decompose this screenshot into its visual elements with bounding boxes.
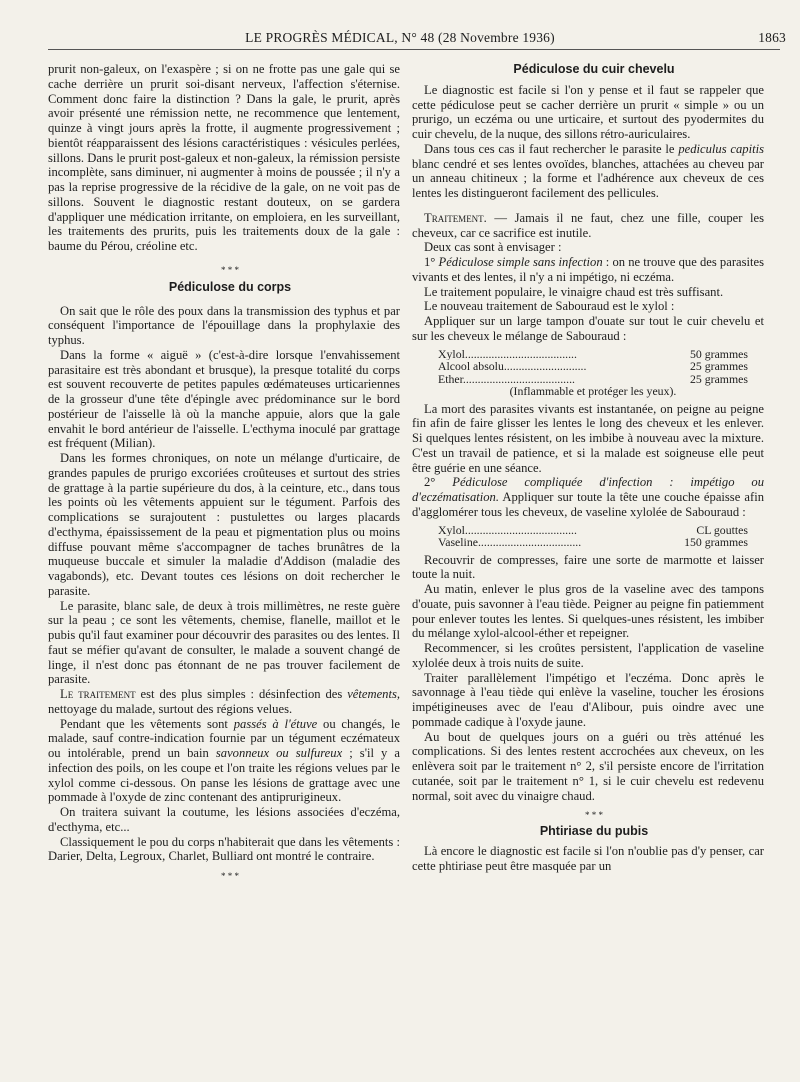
dot-leader: ...................................... xyxy=(462,372,575,385)
recipe-sabouraud-xylol xyxy=(438,348,748,398)
header-rule xyxy=(48,49,780,50)
paragraph: Au bout de quelques jours on a guéri ou très atténué les complications. Si des lentes restent accrochées aux cheveux, on les enlèvera soit par le traitement n° 2, s'il persiste encore de l'irritation cutanée, soit par le traitement n° 1, si le cuir chevelu est redevenu normal, soit avec du vinaigre chaud. xyxy=(412,729,764,803)
section-title-pediculose-corps: Pédiculose du corps xyxy=(168,279,292,294)
text-run: Dans tous ces cas il faut rechercher le parasite le xyxy=(424,141,679,156)
paragraph: Dans les formes chroniques, on note un mélange d'urticaire, de grandes papules de prurigo excoriées croûteuses et surtout des stries de grattage à la partie supérieure du dos, à la ceinture, etc., dans tous les points où les vêtements appuient sur le tégument. Parfois des complications se surajoutent : pustulettes ou larges placards d'ecthyma, épaississement de la peau et pigmentation plus ou moins diffuse pouvant même s'accompagner de taches brunâtres de la muqueuse buccale et simuler la maladie d'Addison (maladie des vagabonds), etc. Devant toutes ces lésions on doit rechercher le parasite. xyxy=(48,451,400,598)
ingredient-name: Alcool absolu xyxy=(438,360,504,373)
paragraph: Le parasite, blanc sale, de deux à trois millimètres, ne reste guère sur la peau ; ce sont les vêtements, chemise, flanelle, maillot et le pubis qu'il faut examiner pour découvrir des parasites ou des lentes. Il faut se méfier qu'avant de consulter, le malade a souvent changé de linge, il n'est donc pas étonnant de ne pas trouver facilement de parasite. xyxy=(48,598,400,687)
paragraph: On sait que le rôle des poux dans la transmission des typhus et par conséquent l'importance de l'épouillage dans la prophylaxie des typhus. xyxy=(48,303,400,347)
emphasis: savonneux ou sulfureux xyxy=(215,746,343,760)
ingredient-qty: 25 grammes xyxy=(690,371,748,386)
emphasis: Pédiculose simple sans infection xyxy=(438,255,603,269)
section-title-cuir-chevelu: Pédiculose du cuir chevelu xyxy=(513,62,675,76)
paragraph: Recouvrir de compresses, faire une sorte de marmotte et laisser toute la nuit. xyxy=(412,552,764,582)
emphasis: pediculus capitis xyxy=(678,141,764,156)
ingredient-name: Xylol xyxy=(438,347,465,360)
text-run: Pendant que les vêtements sont xyxy=(60,716,234,731)
section-separator-stars: * * * xyxy=(221,264,239,275)
text-run: : on ne trouve que des parasites vivants et des lentes, il n'y a ni impétigo, ni eczéma. xyxy=(412,255,764,284)
running-header xyxy=(0,30,800,50)
paragraph: Le nouveau traitement de Sabouraud est le xylol : xyxy=(424,299,675,314)
ingredient-name: Ether xyxy=(438,372,463,385)
paragraph: Là encore le diagnostic est facile si l'on n'oublie pas d'y penser, car cette phtiriase peut être masquée par un xyxy=(412,844,764,873)
paragraph: Appliquer sur un large tampon d'ouate sur tout le cuir chevelu et sur les cheveux le mélange de Sabouraud : xyxy=(412,314,764,343)
recipe-row xyxy=(438,536,748,549)
paragraph: La mort des parasites vivants est instantanée, on peigne au peigne fin afin de faire glisser les lentes le long des cheveux et les enlever. Si quelques lentes résistent, on les imbibe à nouveau avec la mixture. C'est un travail de patience, et si la malade est soigneuse elle peut être guérie en une séance. xyxy=(412,401,764,475)
paragraph: Le traitement populaire, le vinaigre chaud est très suffisant. xyxy=(424,284,724,299)
left-column xyxy=(48,62,400,881)
paragraph: Deux cas sont à envisager : xyxy=(424,240,562,255)
section-separator-stars: * * * xyxy=(221,871,239,881)
ingredient-qty: 150 grammes xyxy=(684,535,748,549)
paragraph: Dans la forme « aiguë » (c'est-à-dire lorsque l'envahissement parasitaire est très abondant et brusque), la presque totalité du corps est souvent recouverte de petites papules œdémateuses urticariennes de la grosseur d'une tête d'épingle avec prédominance sur le bord postérieur de l'aisselle là où la manche appuie, alors que la gale envahit le bord antérieur de l'aisselle. L'ecthyma inoculé par grattage est fréquent (Milian). xyxy=(48,347,400,451)
ingredient-name: Vaseline xyxy=(438,536,478,549)
paragraph xyxy=(412,142,764,201)
section-separator-stars: * * * xyxy=(585,810,603,821)
emphasis: Pédiculose compliquée d'infection : impétigo ou d'eczématisation. xyxy=(412,475,764,504)
paragraph: Au matin, enlever le plus gros de la vaseline avec des tampons d'ouate, puis savonner à l'eau tiède. Peigner au peigne fin patiemment pour enlever toutes les lentes. Si quelques-unes résistent, les imbiber du mélange xylol-alcool-éther et repeigner. xyxy=(412,582,764,641)
recipe-vaseline-xylolee xyxy=(438,524,748,549)
dot-leader: ...................................... xyxy=(464,523,577,536)
text-run: ; s'il y a infection des poils, on les coupe et l'on traite les régions velues par le xylol comme ci-dessous. On panse les lésions de grattage avec une pommade à l'oxyde de zinc contenant des antiprurigineux. xyxy=(48,746,400,805)
emphasis: passés à l'étuve xyxy=(233,716,318,731)
paragraph xyxy=(412,255,764,285)
page-number: 1863 xyxy=(758,30,786,45)
paragraph xyxy=(412,475,764,519)
running-title: LE PROGRÈS MÉDICAL, N° 48 (28 Novembre 1936) xyxy=(245,30,555,45)
ingredient-name: Xylol xyxy=(438,523,465,536)
text-run: 1° xyxy=(424,255,439,269)
text-run: 2° xyxy=(424,475,453,490)
text-run: ou changés, le malade, sauf contre-indication fournie par un tégument eczémateux ou intolérable, prend un bain xyxy=(48,716,400,760)
paragraph: Recommencer, si les croûtes persistent, l'application de vaseline xylolée deux à trois nuits de suite. xyxy=(412,641,764,670)
paragraph: Traiter parallèlement l'impétigo et l'eczéma. Donc après le savonnage à l'eau tiède qui enlève la vaseline, toucher les érosions impétigineuses avec de l'eau d'Alibour, puis oindre avec une pommade cadique à l'oxyde jaune. xyxy=(412,670,764,729)
paragraph xyxy=(48,717,400,806)
emphasis: vêtements, xyxy=(347,687,401,701)
paragraph: prurit non-galeux, on l'exaspère ; si on ne frotte pas une gale qui se cache derrière un prurit soi-disant nerveux, l'affection s'éternise. Comment donc faire la distinction ? Dans la gale, le prurit, après avoir présenté une rémission nette, ne recommence que lentement, quinze à vingt jours après la frotte, il augmente progressivement ; bientôt réapparaissent des lésions caractéristiques : vésicules perlées, sillons. Dans le prurit post-galeux et non-galeux, la rémission persiste incomplète, sans diminuer, ni augmenter à moins de poussée ; il n'y a pas la reprise progressive de la récidive de la gale, on ne voit pas de sillons. Souvent le diagnostic restant douteux, on se gardera d'appliquer une médication irritante, on emploiera, en les surveillant, les traitements des prurits, puis les traitements doux de la gale : baume du Pérou, créoline etc. xyxy=(48,62,400,253)
paragraph: On traitera suivant la coutume, les lésions associées d'eczéma, d'ecthyma, etc... xyxy=(48,805,400,834)
text-run: Appliquer sur toute la tête une couche épaisse afin d'agglomérer tous les cheveux, de vaseline xylolée de Sabouraud : xyxy=(412,490,764,519)
ingredient-qty: CL gouttes xyxy=(696,522,748,537)
ingredient-qty: 50 grammes xyxy=(690,346,748,361)
ingredient-qty: 25 grammes xyxy=(690,359,748,373)
text-run: est des plus simples : désinfection des xyxy=(135,687,348,701)
paragraph: Classiquement le pou du corps n'habiterait que dans les vêtements : Darier, Delta, Legroux, Charlet, Bulliard ont montré le contraire. xyxy=(48,834,400,864)
traitement-label: Le traitement xyxy=(60,687,136,701)
recipe-row xyxy=(438,360,748,373)
dot-leader: ...................................... xyxy=(464,347,577,360)
right-column xyxy=(412,62,764,874)
paragraph-traitement xyxy=(48,687,400,717)
recipe-note: (Inflammable et protéger les yeux). xyxy=(509,384,677,398)
paragraph-traitement xyxy=(412,211,764,241)
section-title-phtiriase-pubis: Phtiriase du pubis xyxy=(539,824,649,839)
text-run: — Jamais il ne faut, chez une fille, couper les cheveux, car ce sacrifice est inutile. xyxy=(412,210,764,240)
paragraph: Le diagnostic est facile si l'on y pense et il faut se rappeler que cette pédiculose peut se cacher derrière un prurit « simple » ou un prurigo, un eczéma ou une urticaire, et surtout des pyodermites du cuir chevelu, de la nuque, des sillons rétro-auriculaires. xyxy=(412,82,764,141)
dot-leader: ............................ xyxy=(503,360,587,373)
dot-leader: ................................... xyxy=(477,536,582,549)
traitement-label: Traitement. xyxy=(424,210,487,225)
text-run: blanc cendré et ses lentes ovoïdes, blanches, attachées au cheveu par un anneau chitineux ; la forme et l'adhérence aux cheveux de ces lentes les distingueront facilement des pellicules. xyxy=(412,156,764,200)
text-run: nettoyage du malade, surtout des régions velues. xyxy=(48,701,293,716)
